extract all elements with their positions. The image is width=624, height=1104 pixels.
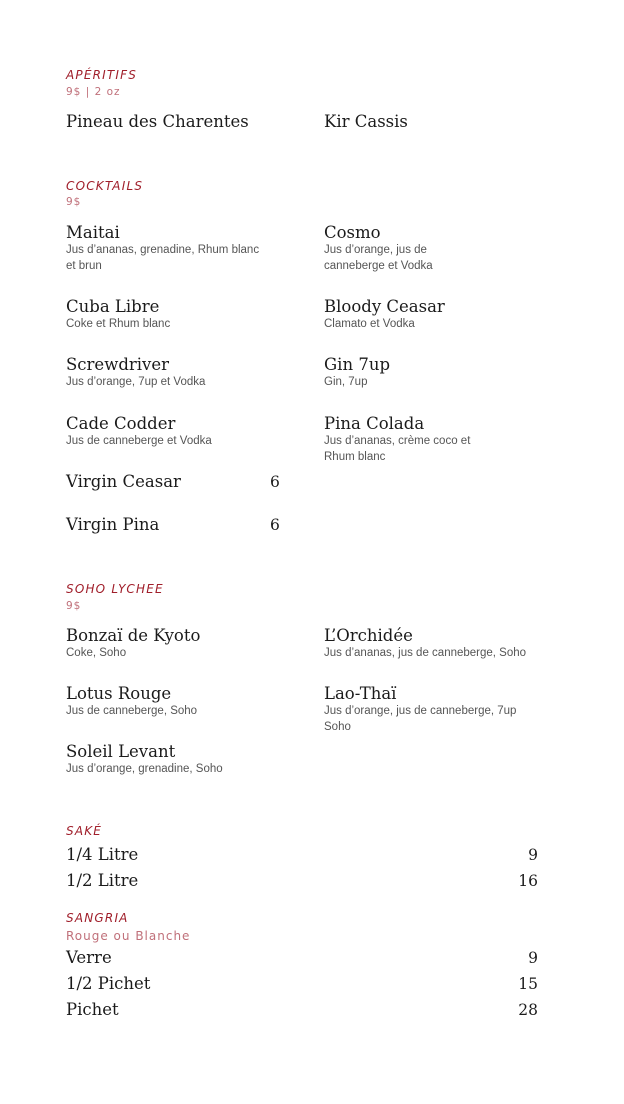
menu-item (66, 684, 266, 719)
menu-item-price: 28 (518, 1001, 538, 1019)
menu-item-description: Jus de canneberge, Soho (66, 705, 198, 717)
menu-item-description: Jus d’ananas, crème coco et Rhum blanc (324, 435, 471, 463)
menu-item-name: Soleil Levant (66, 742, 176, 761)
menu-item-name: Lao-Thaï (324, 684, 397, 703)
menu-item-name: Cade Codder (66, 414, 176, 433)
menu-item-name: Maitai (66, 223, 120, 242)
menu-item-price: 6 (270, 516, 280, 534)
menu-item-description: Jus d’orange, jus de canneberge, 7up Soho (324, 705, 517, 733)
menu-item (324, 414, 474, 465)
menu-item-name: Cosmo (324, 223, 381, 242)
menu-item-name: Pichet (66, 1000, 119, 1019)
menu-item-name: Kir Cassis (324, 112, 408, 131)
aperitifs-subtitle: 9$ | 2 oz (66, 86, 121, 98)
sangria-title: SANGRIA (66, 911, 129, 925)
menu-item-description: Gin, 7up (324, 376, 368, 388)
menu-item-name: Virgin Ceasar (66, 472, 181, 491)
menu-item-name: Lotus Rouge (66, 684, 172, 703)
menu-item (324, 223, 454, 274)
menu-item-description: Coke et Rhum blanc (66, 318, 171, 330)
menu-item-price: 16 (518, 872, 538, 890)
sake-title: SAKÉ (66, 824, 103, 838)
aperitifs-title: APÉRITIFS (66, 68, 138, 82)
menu-item-name: Bloody Ceasar (324, 297, 445, 316)
menu-item-name: 1/4 Litre (66, 845, 139, 864)
menu-item-name: Pineau des Charentes (66, 112, 249, 131)
menu-item (66, 355, 266, 390)
menu-item (66, 626, 266, 661)
menu-item-description: Coke, Soho (66, 647, 127, 659)
menu-item-description: Jus de canneberge et Vodka (66, 435, 212, 447)
menu-item-name: 1/2 Litre (66, 871, 139, 890)
menu-item (66, 742, 266, 777)
menu-item-description: Jus d’ananas, grenadine, Rhum blanc et brun (66, 244, 260, 272)
menu-item-price: 6 (270, 473, 280, 491)
menu-item-price: 9 (528, 846, 538, 864)
menu-item-price: 9 (528, 949, 538, 967)
menu-item (324, 297, 524, 332)
menu-item (66, 414, 266, 449)
menu-item-price: 15 (518, 975, 538, 993)
menu-item-name: Cuba Libre (66, 297, 160, 316)
menu-item (66, 223, 266, 274)
menu-item (324, 684, 520, 735)
menu-item-description: Clamato et Vodka (324, 318, 415, 330)
menu-item-name: L’Orchidée (324, 626, 413, 645)
cocktails-subtitle: 9$ (66, 196, 82, 208)
menu-item-name: Pina Colada (324, 414, 425, 433)
menu-item (66, 297, 266, 332)
menu-item-name: Bonzaï de Kyoto (66, 626, 201, 645)
menu-item-name: Screwdriver (66, 355, 170, 374)
menu-item (324, 626, 564, 661)
sangria-subtitle: Rouge ou Blanche (66, 929, 191, 943)
menu-item-description: Jus d’orange, 7up et Vodka (66, 376, 206, 388)
menu-item-description: Jus d’orange, jus de canneberge et Vodka (324, 244, 433, 272)
cocktails-title: COCKTAILS (66, 179, 144, 193)
menu-item-name: Gin 7up (324, 355, 391, 374)
menu-item-description: Jus d’ananas, jus de canneberge, Soho (324, 647, 527, 659)
soho-subtitle: 9$ (66, 600, 82, 612)
menu-item-name: 1/2 Pichet (66, 974, 151, 993)
soho-title: SOHO LYCHEE (66, 582, 164, 596)
menu-item-description: Jus d’orange, grenadine, Soho (66, 763, 223, 775)
menu-item-name: Virgin Pina (66, 515, 160, 534)
menu-item (324, 355, 524, 390)
menu-item-name: Verre (66, 948, 112, 967)
